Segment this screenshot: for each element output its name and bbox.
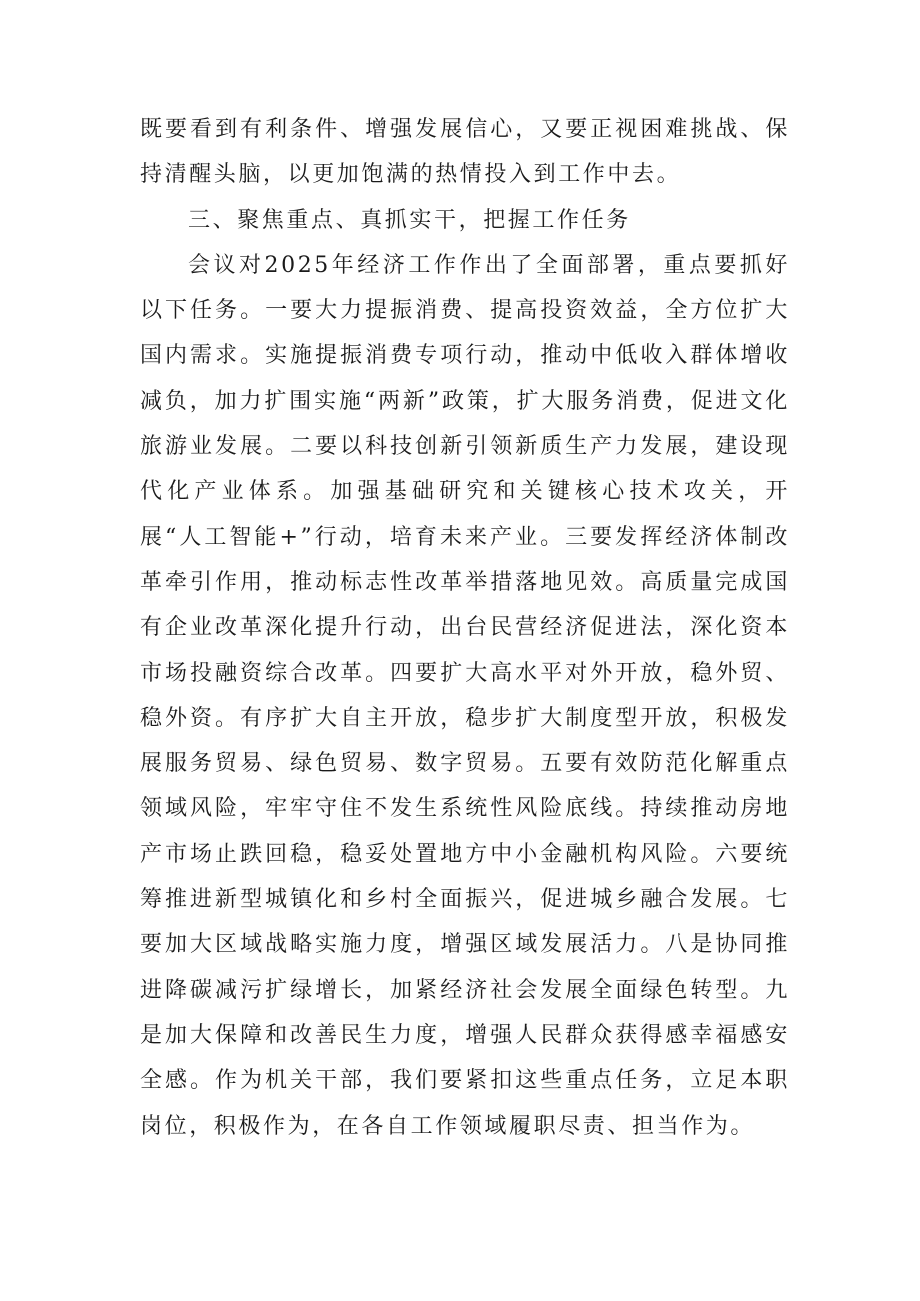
document-body <box>140 107 790 1149</box>
paragraph-continuation: 既要看到有利条件、增强发展信心，又要正视困难挑战、保持清醒头脑，以更加饱满的热情投入到工作中去。 <box>140 117 790 188</box>
section-heading: 三、聚焦重点、真抓实干，把握工作任务 <box>188 207 631 233</box>
paragraph-tasks: 会议对2025年经济工作作出了全面部署，重点要抓好以下任务。一要大力提振消费、提高投资效益，全方位扩大国内需求。实施提振消费专项行动，推动中低收入群体增收减负，加力扩围实施“两新”政策，扩大服务消费，促进文化旅游业发展。二要以科技创新引领新质生产力发展，建设现代化产业体系。加强基础研究和关键核心技术攻关，开展“人工智能+”行动，培育未来产业。三要发挥经济体制改革牵引作用，推动标志性改革举措落地见效。高质量完成国有企业改革深化提升行动，出台民营经济促进法，深化资本市场投融资综合改革。四要扩大高水平对外开放，稳外贸、稳外资。有序扩大自主开放，稳步扩大制度型开放，积极发展服务贸易、绿色贸易、数字贸易。五要有效防范化解重点领域风险，牢牢守住不发生系统性风险底线。持续推动房地产市场止跌回稳，稳妥处置地方中小金融机构风险。六要统筹推进新型城镇化和乡村全面振兴，促进城乡融合发展。七要加大区域战略实施力度，增强区域发展活力。八是协同推进降碳减污扩绿增长，加紧经济社会发展全面绿色转型。九是加大保障和改善民生力度，增强人民群众获得感幸福感安全感。作为机关干部，我们要紧扣这些重点任务，立足本职岗位，积极作为，在各自工作领域履职尽责、担当作为。 <box>140 252 790 1139</box>
